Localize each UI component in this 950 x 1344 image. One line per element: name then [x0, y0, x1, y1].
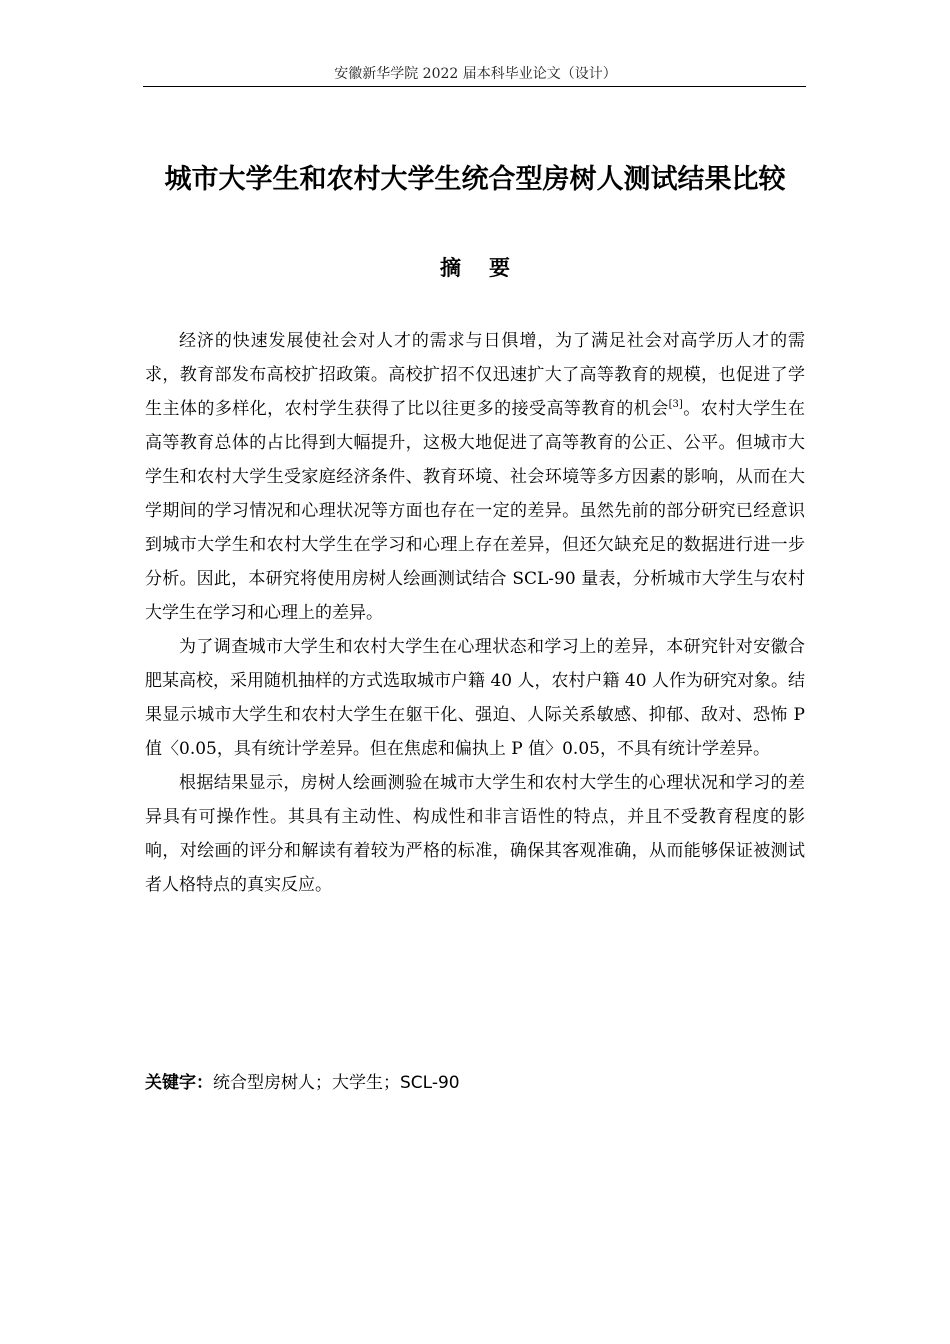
- abstract-paragraph-1: [145, 324, 805, 630]
- abstract-body: [145, 324, 805, 902]
- keywords-line: [145, 1066, 805, 1100]
- paragraph-1-text-a: 经济的快速发展使社会对人才的需求与日俱增，为了满足社会对高学历人才的需求，教育部发布高校扩招政策。高校扩招不仅迅速扩大了高等教育的规模，也促进了学生主体的多样化，农村学生获得了比以往更多的接受高等教育的机会: [145, 331, 805, 419]
- citation-reference: [3]: [668, 399, 683, 410]
- header-divider: [143, 86, 806, 87]
- abstract-paragraph-2: 为了调查城市大学生和农村大学生在心理状态和学习上的差异，本研究针对安徽合肥某高校，采用随机抽样的方式选取城市户籍 40 人，农村户籍 40 人作为研究对象。结果显示城市大学生和农村大学生在躯干化、强迫、人际关系敏感、抑郁、敌对、恐怖 P 值〈0.05，具有统计学差异。但在焦虑和偏执上 P 值〉0.05，不具有统计学差异。: [145, 637, 805, 759]
- paper-title: 城市大学生和农村大学生统合型房树人测试结果比较: [164, 164, 786, 195]
- keywords-label: 关键字：: [145, 1073, 213, 1093]
- running-header: 安徽新华学院 2022 届本科毕业论文（设计）: [334, 66, 617, 82]
- paragraph-1-text-b: 。农村大学生在高等教育总体的占比得到大幅提升，这极大地促进了高等教育的公正、公平。但城市大学生和农村大学生受家庭经济条件、教育环境、社会环境等多方因素的影响，从而在大学期间的学习情况和心理状况等方面也存在一定的差异。虽然先前的部分研究已经意识到城市大学生和农村大学生在学习和心理上存在差异，但还欠缺充足的数据进行进一步分析。因此，本研究将使用房树人绘画测试结合 SCL-90 量表，分析城市大学生与农村大学生在学习和心理上的差异。: [145, 399, 806, 623]
- abstract-heading: 摘要: [440, 256, 538, 280]
- keywords-value: 统合型房树人；大学生；SCL-90: [213, 1073, 460, 1093]
- abstract-paragraph-3: 根据结果显示，房树人绘画测验在城市大学生和农村大学生的心理状况和学习的差异具有可操作性。其具有主动性、构成性和非言语性的特点，并且不受教育程度的影响，对绘画的评分和解读有着较为严格的标准，确保其客观准确，从而能够保证被测试者人格特点的真实反应。: [145, 773, 805, 895]
